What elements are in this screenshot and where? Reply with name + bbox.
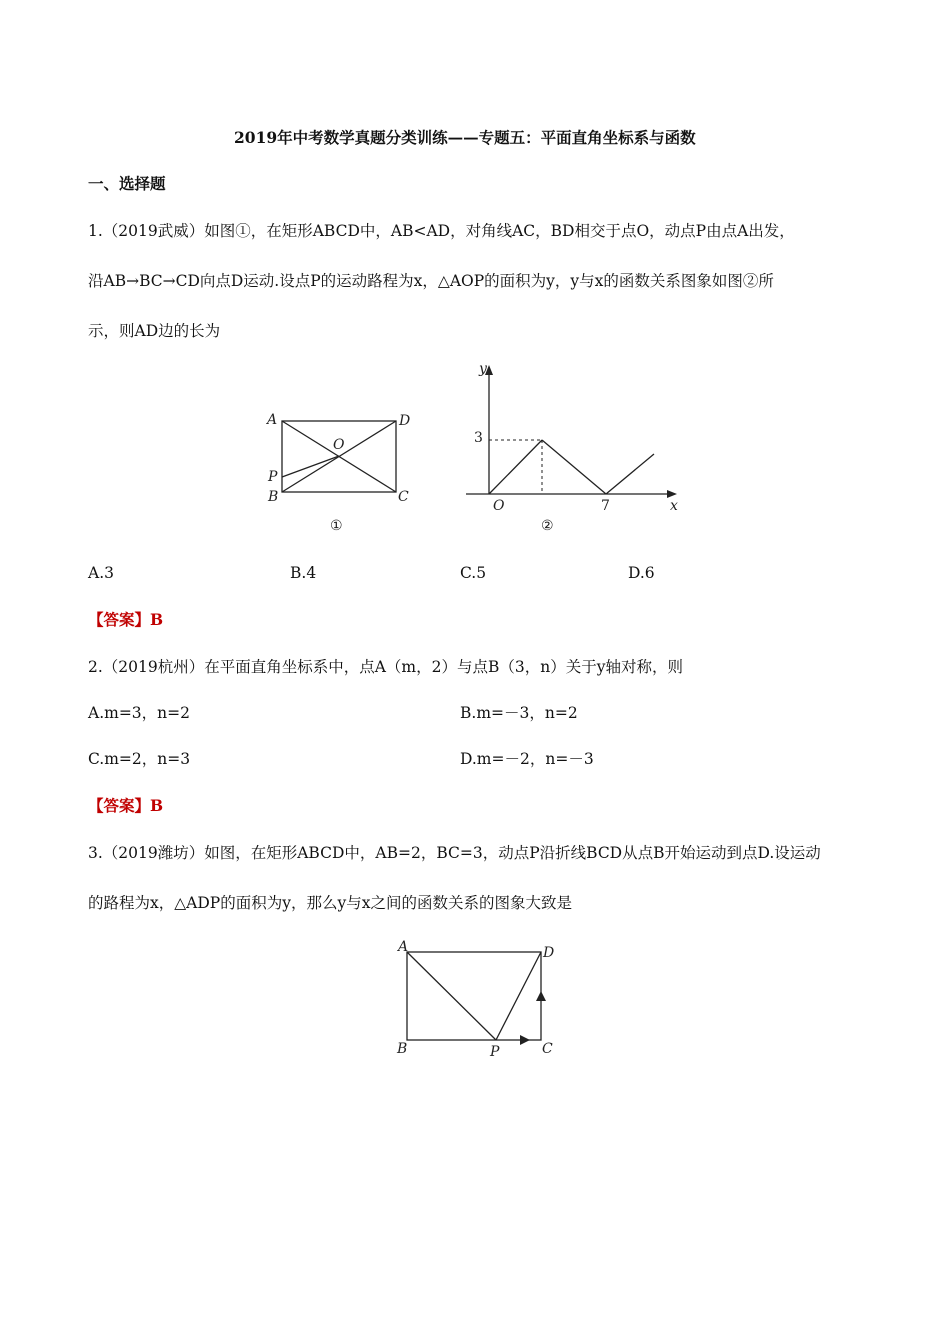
- q1-text-line2: 沿AB→BC→CD向点D运动.设点P的运动路程为x，△AOP的面积为y，y与x的函数关系图象如图②所: [88, 272, 774, 290]
- label-a: A: [398, 939, 409, 955]
- label-d: D: [543, 945, 555, 961]
- label-a: A: [267, 412, 278, 428]
- y-tick-label: 3: [474, 430, 483, 446]
- x-axis-label: x: [670, 498, 678, 514]
- q2-text-line1: 2.（2019杭州）在平面直角坐标系中，点A（m，2）与点B（3，n）关于y轴对称，则: [88, 658, 683, 676]
- label-p: P: [268, 469, 278, 485]
- q1-option-d: D.6: [628, 564, 655, 582]
- label-b: B: [397, 1041, 408, 1057]
- arrow-right-icon: [520, 1035, 530, 1045]
- figure-2-caption: ②: [541, 518, 554, 534]
- q2-option-c: C.m=2，n=3: [88, 750, 191, 768]
- x-tick-label: 7: [601, 498, 610, 514]
- y-axis-label: y: [479, 361, 487, 377]
- graph-segment-3: [606, 454, 654, 494]
- q2-option-a: A.m=3，n=2: [88, 704, 190, 722]
- q1-option-b: B.4: [290, 564, 317, 582]
- q1-answer: 【答案】B: [88, 610, 164, 629]
- q3-figure-rectangle: [390, 935, 570, 1065]
- rectangle-abcd: [407, 952, 541, 1040]
- q1-option-a: A.3: [88, 564, 114, 582]
- arrow-up-icon: [536, 991, 546, 1001]
- q3-text-line1: 3.（2019潍坊）如图，在矩形ABCD中，AB=2，BC=3，动点P沿折线BCD从点B开始运动到点D.设运动: [88, 844, 821, 862]
- q3-text-line2: 的路程为x，△ADP的面积为y，那么y与x之间的函数关系的图象大致是: [88, 894, 572, 912]
- origin-label: O: [493, 498, 505, 514]
- segment-pd: [496, 952, 541, 1040]
- label-c: C: [542, 1041, 553, 1057]
- segment-ap: [407, 952, 496, 1040]
- label-c: C: [398, 489, 409, 505]
- q2-option-d: D.m=－2，n=－3: [460, 750, 594, 768]
- q2-answer: 【答案】B: [88, 796, 164, 815]
- q1-figure-rectangle: [260, 405, 420, 535]
- q1-option-c: C.5: [460, 564, 487, 582]
- graph-segment-1: [489, 440, 542, 494]
- x-axis-arrow: [667, 490, 677, 498]
- figure-1-caption: ①: [330, 518, 343, 534]
- q1-figure-graph: [460, 360, 690, 535]
- label-p: P: [490, 1044, 500, 1060]
- q2-option-b: B.m=－3，n=2: [460, 704, 578, 722]
- label-o: O: [333, 437, 345, 453]
- section-heading: 一、选择题: [88, 174, 166, 193]
- q1-text-line1: 1.（2019武威）如图①，在矩形ABCD中，AB<AD，对角线AC，BD相交于点O，动点P由点A出发，: [88, 222, 795, 240]
- label-b: B: [268, 489, 279, 505]
- label-d: D: [399, 413, 411, 429]
- page-title: 2019年中考数学真题分类训练——专题五：平面直角坐标系与函数: [234, 128, 696, 147]
- graph-segment-2: [542, 440, 606, 494]
- q1-text-line3: 示，则AD边的长为: [88, 322, 221, 340]
